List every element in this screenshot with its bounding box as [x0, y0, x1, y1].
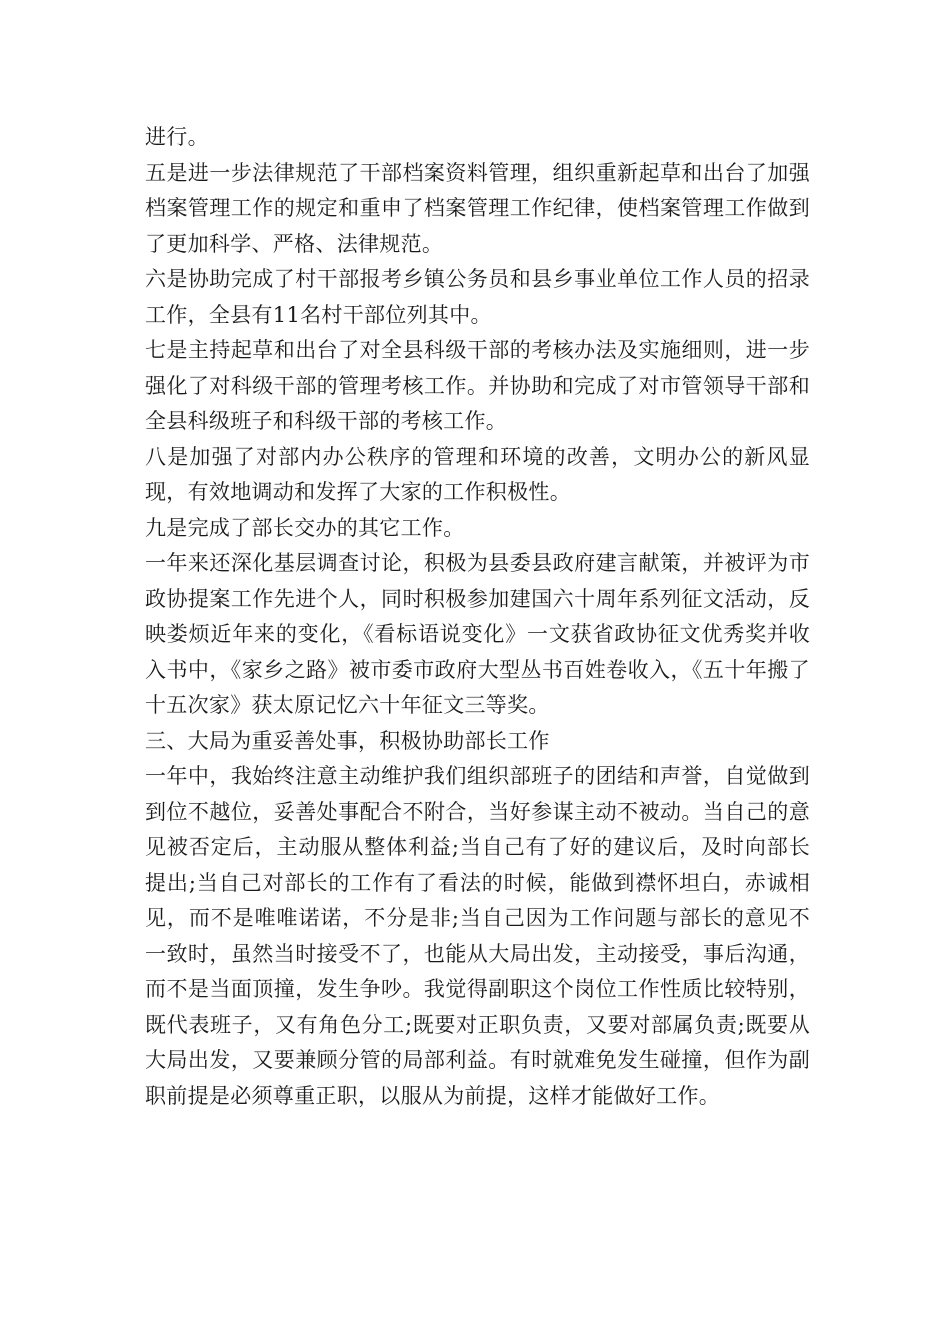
paragraph-item-eight: 八是加强了对部内办公秩序的管理和环境的改善，文明办公的新风显现，有效地调动和发挥了大家的工作积极性。 — [145, 444, 810, 504]
paragraph-teamwork: 一年中，我始终注意主动维护我们组织部班子的团结和声誉，自觉做到到位不越位，妥善处事配合不附合，当好参谋主动不被动。当自己的意见被否定后，主动服从整体利益;当自己有了好的建议后，及时向部长提出;当自己对部长的工作有了看法的时候，能做到襟怀坦白，赤诚相见，而不是唯唯诺诺，不分是非;当自己因为工作问题与部长的意见不一致时，虽然当时接受不了，也能从大局出发，主动接受，事后沟通，而不是当面顶撞，发生争吵。我觉得副职这个岗位工作性质比较特别，既代表班子，又有角色分工;既要对正职负责，又要对部属负责;既要从大局出发，又要兼顾分管的局部利益。有时就难免发生碰撞，但作为副职前提是必须尊重正职，以服从为前提，这样才能做好工作。 — [145, 764, 810, 1108]
paragraph-item-six: 六是协助完成了村干部报考乡镇公务员和县乡事业单位工作人员的招录工作，全县有11名村干部位列其中。 — [145, 267, 810, 327]
section-heading-three: 三、大局为重妥善处事，积极协助部长工作 — [145, 728, 550, 753]
paragraph-item-seven: 七是主持起草和出台了对全县科级干部的考核办法及实施细则，进一步强化了对科级干部的管理考核工作。并协助和完成了对市管领导干部和全县科级班子和科级干部的考核工作。 — [145, 338, 810, 433]
paragraph-item-five: 五是进一步法律规范了干部档案资料管理，组织重新起草和出台了加强档案管理工作的规定和重申了档案管理工作纪律，使档案管理工作做到了更加科学、严格、法律规范。 — [145, 160, 810, 256]
paragraph-continuation: 进行。 — [145, 125, 209, 149]
paragraph-research-summary: 一年来还深化基层调查讨论，积极为县委县政府建言献策，并被评为市政协提案工作先进个人，同时积极参加建国六十周年系列征文活动，反映娄烦近年来的变化，《看标语说变化》一文获省政协征文优秀奖并收入书中，《家乡之路》被市委市政府大型丛书百姓卷收入，《五十年搬了十五次家》获太原记忆六十年征文三等奖。 — [145, 551, 810, 717]
document-page — [145, 120, 810, 1114]
paragraph-item-nine: 九是完成了部长交办的其它工作。 — [145, 515, 465, 540]
